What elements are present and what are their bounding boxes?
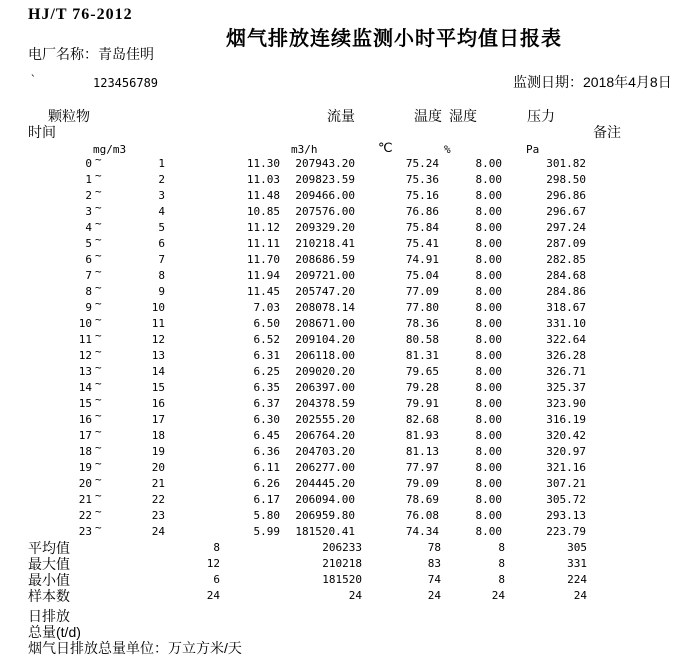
cell-time-end: 15 (151, 381, 165, 394)
tilde-separator: ~ (95, 377, 102, 390)
cell-humidity: 8.00 (475, 333, 502, 346)
cell-pressure: 326.28 (546, 349, 586, 362)
tilde-separator: ~ (95, 233, 102, 246)
cell-time-end: 13 (151, 349, 165, 362)
summary-label: 最小值 (28, 572, 70, 588)
cell-time-start: 6 (85, 253, 92, 266)
cell-pressure: 297.24 (546, 221, 586, 234)
cell-particulate: 11.03 (246, 173, 280, 186)
cell-time-start: 9 (85, 301, 92, 314)
cell-time-start: 11 (78, 333, 92, 346)
cell-particulate: 6.35 (253, 381, 280, 394)
tilde-separator: ~ (95, 249, 102, 262)
summary-pressure: 305 (567, 541, 587, 554)
tilde-separator: ~ (95, 505, 102, 518)
cell-flow: 206397.00 (295, 381, 355, 394)
tick-mark: ` (30, 73, 37, 86)
cell-temperature: 74.34 (405, 525, 439, 538)
summary-row (0, 540, 682, 556)
cell-humidity: 8.00 (475, 221, 502, 234)
cell-particulate: 11.11 (246, 237, 280, 250)
cell-humidity: 8.00 (475, 381, 502, 394)
cell-humidity: 8.00 (475, 429, 502, 442)
serial-number: 123456789 (93, 76, 159, 90)
cell-time-start: 22 (78, 509, 92, 522)
cell-flow: 181520.41 (295, 525, 355, 538)
cell-time-end: 3 (158, 189, 165, 202)
cell-pressure: 326.71 (546, 365, 586, 378)
tilde-separator: ~ (95, 329, 102, 342)
cell-time-end: 10 (151, 301, 165, 314)
cell-temperature: 79.28 (405, 381, 439, 394)
cell-pressure: 284.68 (546, 269, 586, 282)
cell-flow: 206118.00 (295, 349, 355, 362)
cell-humidity: 8.00 (475, 269, 502, 282)
cell-temperature: 75.16 (405, 189, 439, 202)
summary-flow: 24 (348, 589, 362, 602)
cell-pressure: 298.50 (546, 173, 586, 186)
cell-time-end: 19 (151, 445, 165, 458)
col-header-remark: 备注 (593, 124, 621, 140)
unit-humidity: % (444, 143, 451, 156)
cell-temperature: 75.24 (405, 157, 439, 170)
col-header-pressure: 压力 (527, 108, 555, 124)
cell-time-end: 11 (151, 317, 165, 330)
tilde-separator: ~ (95, 409, 102, 422)
cell-pressure: 321.16 (546, 461, 586, 474)
tilde-separator: ~ (95, 393, 102, 406)
cell-time-start: 23 (78, 525, 92, 538)
cell-time-start: 10 (78, 317, 92, 330)
cell-particulate: 11.12 (246, 221, 280, 234)
summary-humidity: 8 (498, 573, 505, 586)
cell-humidity: 8.00 (475, 237, 502, 250)
tilde-separator: ~ (95, 281, 102, 294)
cell-time-end: 5 (158, 221, 165, 234)
tilde-separator: ~ (95, 425, 102, 438)
cell-particulate: 6.11 (253, 461, 280, 474)
cell-pressure: 287.09 (546, 237, 586, 250)
cell-humidity: 8.00 (475, 205, 502, 218)
cell-time-start: 4 (85, 221, 92, 234)
cell-temperature: 82.68 (405, 413, 439, 426)
cell-temperature: 78.36 (405, 317, 439, 330)
cell-humidity: 8.00 (475, 317, 502, 330)
cell-time-start: 3 (85, 205, 92, 218)
cell-time-start: 19 (78, 461, 92, 474)
cell-particulate: 6.26 (253, 477, 280, 490)
cell-time-start: 2 (85, 189, 92, 202)
cell-particulate: 11.70 (246, 253, 280, 266)
cell-time-end: 22 (151, 493, 165, 506)
cell-pressure: 305.72 (546, 493, 586, 506)
cell-flow: 209823.59 (295, 173, 355, 186)
cell-pressure: 282.85 (546, 253, 586, 266)
cell-particulate: 6.37 (253, 397, 280, 410)
cell-time-start: 21 (78, 493, 92, 506)
cell-flow: 209104.20 (295, 333, 355, 346)
cell-temperature: 78.69 (405, 493, 439, 506)
cell-temperature: 81.13 (405, 445, 439, 458)
summary-humidity: 8 (498, 557, 505, 570)
cell-flow: 206959.80 (295, 509, 355, 522)
tilde-separator: ~ (95, 313, 102, 326)
cell-particulate: 6.45 (253, 429, 280, 442)
tilde-separator: ~ (95, 201, 102, 214)
cell-temperature: 75.36 (405, 173, 439, 186)
cell-particulate: 6.36 (253, 445, 280, 458)
cell-time-end: 2 (158, 173, 165, 186)
cell-humidity: 8.00 (475, 445, 502, 458)
cell-temperature: 75.84 (405, 221, 439, 234)
summary-pressure: 24 (573, 589, 587, 602)
cell-humidity: 8.00 (475, 253, 502, 266)
cell-temperature: 81.93 (405, 429, 439, 442)
cell-time-end: 12 (151, 333, 165, 346)
cell-flow: 206277.00 (295, 461, 355, 474)
cell-particulate: 10.85 (246, 205, 280, 218)
cell-flow: 208671.00 (295, 317, 355, 330)
cell-pressure: 223.79 (546, 525, 586, 538)
standard-number: HJ/T 76-2012 (28, 6, 133, 23)
cell-temperature: 77.09 (405, 285, 439, 298)
tilde-separator: ~ (95, 217, 102, 230)
tilde-separator: ~ (95, 345, 102, 358)
summary-humidity: 8 (498, 541, 505, 554)
cell-particulate: 6.30 (253, 413, 280, 426)
summary-temperature: 74 (427, 573, 441, 586)
cell-flow: 209020.20 (295, 365, 355, 378)
plant-name: 电厂名称：青岛佳明 (28, 46, 154, 62)
cell-pressure: 318.67 (546, 301, 586, 314)
cell-temperature: 76.08 (405, 509, 439, 522)
cell-humidity: 8.00 (475, 477, 502, 490)
cell-particulate: 5.99 (253, 525, 280, 538)
cell-humidity: 8.00 (475, 189, 502, 202)
cell-humidity: 8.00 (475, 285, 502, 298)
cell-flow: 207943.20 (295, 157, 355, 170)
cell-time-end: 24 (151, 525, 165, 538)
col-header-temperature: 温度 (414, 108, 442, 124)
cell-time-end: 17 (151, 413, 165, 426)
cell-time-end: 20 (151, 461, 165, 474)
cell-temperature: 75.41 (405, 237, 439, 250)
cell-flow: 206764.20 (295, 429, 355, 442)
cell-flow: 209721.00 (295, 269, 355, 282)
cell-particulate: 11.48 (246, 189, 280, 202)
cell-time-end: 7 (158, 253, 165, 266)
cell-time-start: 5 (85, 237, 92, 250)
cell-flow: 209466.00 (295, 189, 355, 202)
tilde-separator: ~ (95, 457, 102, 470)
cell-time-start: 14 (78, 381, 92, 394)
tilde-separator: ~ (95, 153, 102, 166)
cell-temperature: 77.80 (405, 301, 439, 314)
cell-pressure: 307.21 (546, 477, 586, 490)
footer-lines (0, 608, 682, 656)
cell-humidity: 8.00 (475, 349, 502, 362)
cell-time-start: 20 (78, 477, 92, 490)
cell-flow: 204703.20 (295, 445, 355, 458)
cell-pressure: 301.82 (546, 157, 586, 170)
summary-temperature: 24 (427, 589, 441, 602)
unit-flow: m3/h (291, 143, 318, 156)
cell-humidity: 8.00 (475, 173, 502, 186)
cell-pressure: 296.86 (546, 189, 586, 202)
cell-temperature: 77.97 (405, 461, 439, 474)
cell-pressure: 331.10 (546, 317, 586, 330)
cell-time-end: 1 (158, 157, 165, 170)
summary-flow: 181520 (322, 573, 362, 586)
cell-time-end: 4 (158, 205, 165, 218)
cell-humidity: 8.00 (475, 461, 502, 474)
summary-temperature: 83 (427, 557, 441, 570)
cell-particulate: 6.50 (253, 317, 280, 330)
cell-pressure: 316.19 (546, 413, 586, 426)
cell-temperature: 79.09 (405, 477, 439, 490)
cell-flow: 209329.20 (295, 221, 355, 234)
summary-pressure: 224 (567, 573, 587, 586)
cell-time-end: 23 (151, 509, 165, 522)
cell-particulate: 11.94 (246, 269, 280, 282)
cell-temperature: 81.31 (405, 349, 439, 362)
tilde-separator: ~ (95, 361, 102, 374)
cell-time-end: 21 (151, 477, 165, 490)
summary-pressure: 331 (567, 557, 587, 570)
cell-particulate: 7.03 (253, 301, 280, 314)
col-header-flow: 流量 (327, 108, 355, 124)
footer-line: 日排放 (28, 608, 70, 624)
tilde-separator: ~ (95, 297, 102, 310)
unit-pressure: Pa (526, 143, 540, 156)
summary-label: 样本数 (28, 588, 70, 604)
cell-flow: 205747.20 (295, 285, 355, 298)
cell-pressure: 325.37 (546, 381, 586, 394)
cell-time-end: 6 (158, 237, 165, 250)
cell-time-end: 18 (151, 429, 165, 442)
tilde-separator: ~ (95, 441, 102, 454)
tilde-separator: ~ (95, 521, 102, 534)
unit-particulate: mg/m3 (93, 143, 127, 156)
col-header-humidity: 湿度 (449, 108, 477, 124)
cell-particulate: 6.31 (253, 349, 280, 362)
cell-pressure: 284.86 (546, 285, 586, 298)
summary-flow: 206233 (322, 541, 362, 554)
summary-particulate: 24 (206, 589, 220, 602)
cell-temperature: 74.91 (405, 253, 439, 266)
cell-flow: 208078.14 (295, 301, 355, 314)
summary-flow: 210218 (322, 557, 362, 570)
summary-row (0, 572, 682, 588)
cell-time-start: 18 (78, 445, 92, 458)
cell-humidity: 8.00 (475, 525, 502, 538)
tilde-separator: ~ (95, 265, 102, 278)
cell-particulate: 6.52 (253, 333, 280, 346)
cell-time-start: 8 (85, 285, 92, 298)
footer-line: 总量(t/d) (28, 624, 81, 640)
col-header-time: 时间 (28, 124, 56, 140)
cell-temperature: 79.65 (405, 365, 439, 378)
cell-time-start: 7 (85, 269, 92, 282)
cell-particulate: 11.45 (246, 285, 280, 298)
cell-temperature: 75.04 (405, 269, 439, 282)
tilde-separator: ~ (95, 489, 102, 502)
tilde-separator: ~ (95, 185, 102, 198)
cell-temperature: 80.58 (405, 333, 439, 346)
cell-flow: 204378.59 (295, 397, 355, 410)
unit-temperature: ℃ (378, 140, 393, 155)
cell-humidity: 8.00 (475, 365, 502, 378)
summary-humidity: 24 (491, 589, 505, 602)
cell-time-start: 0 (85, 157, 92, 170)
summary-particulate: 8 (213, 541, 220, 554)
summary-row (0, 556, 682, 572)
cell-time-end: 9 (158, 285, 165, 298)
cell-humidity: 8.00 (475, 157, 502, 170)
summary-particulate: 12 (206, 557, 220, 570)
cell-particulate: 6.17 (253, 493, 280, 506)
cell-particulate: 11.30 (246, 157, 280, 170)
cell-time-start: 1 (85, 173, 92, 186)
tilde-separator: ~ (95, 473, 102, 486)
cell-flow: 204445.20 (295, 477, 355, 490)
cell-humidity: 8.00 (475, 301, 502, 314)
summary-row (0, 588, 682, 604)
cell-pressure: 322.64 (546, 333, 586, 346)
data-rows (0, 153, 682, 540)
table-row (0, 521, 682, 540)
col-header-particulate: 颗粒物 (48, 108, 90, 124)
footer-line: 烟气日排放总量单位：万立方米/天 (28, 640, 242, 656)
cell-time-start: 17 (78, 429, 92, 442)
cell-time-end: 14 (151, 365, 165, 378)
summary-temperature: 78 (427, 541, 441, 554)
cell-humidity: 8.00 (475, 509, 502, 522)
cell-flow: 207576.00 (295, 205, 355, 218)
cell-humidity: 8.00 (475, 413, 502, 426)
report-title: 烟气排放连续监测小时平均值日报表 (226, 28, 562, 50)
cell-time-start: 15 (78, 397, 92, 410)
cell-pressure: 320.42 (546, 429, 586, 442)
cell-particulate: 5.80 (253, 509, 280, 522)
cell-humidity: 8.00 (475, 397, 502, 410)
cell-temperature: 76.86 (405, 205, 439, 218)
cell-particulate: 6.25 (253, 365, 280, 378)
tilde-separator: ~ (95, 169, 102, 182)
cell-pressure: 296.67 (546, 205, 586, 218)
summary-rows (0, 540, 682, 604)
cell-flow: 202555.20 (295, 413, 355, 426)
cell-time-end: 8 (158, 269, 165, 282)
summary-label: 平均值 (28, 540, 70, 556)
cell-humidity: 8.00 (475, 493, 502, 506)
cell-flow: 208686.59 (295, 253, 355, 266)
cell-time-start: 13 (78, 365, 92, 378)
monitor-date: 监测日期：2018年4月8日 (513, 74, 672, 90)
summary-label: 最大值 (28, 556, 70, 572)
cell-time-start: 12 (78, 349, 92, 362)
cell-flow: 206094.00 (295, 493, 355, 506)
cell-flow: 210218.41 (295, 237, 355, 250)
cell-pressure: 293.13 (546, 509, 586, 522)
cell-time-start: 16 (78, 413, 92, 426)
cell-time-end: 16 (151, 397, 165, 410)
cell-pressure: 323.90 (546, 397, 586, 410)
summary-particulate: 6 (213, 573, 220, 586)
cell-pressure: 320.97 (546, 445, 586, 458)
cell-temperature: 79.91 (405, 397, 439, 410)
